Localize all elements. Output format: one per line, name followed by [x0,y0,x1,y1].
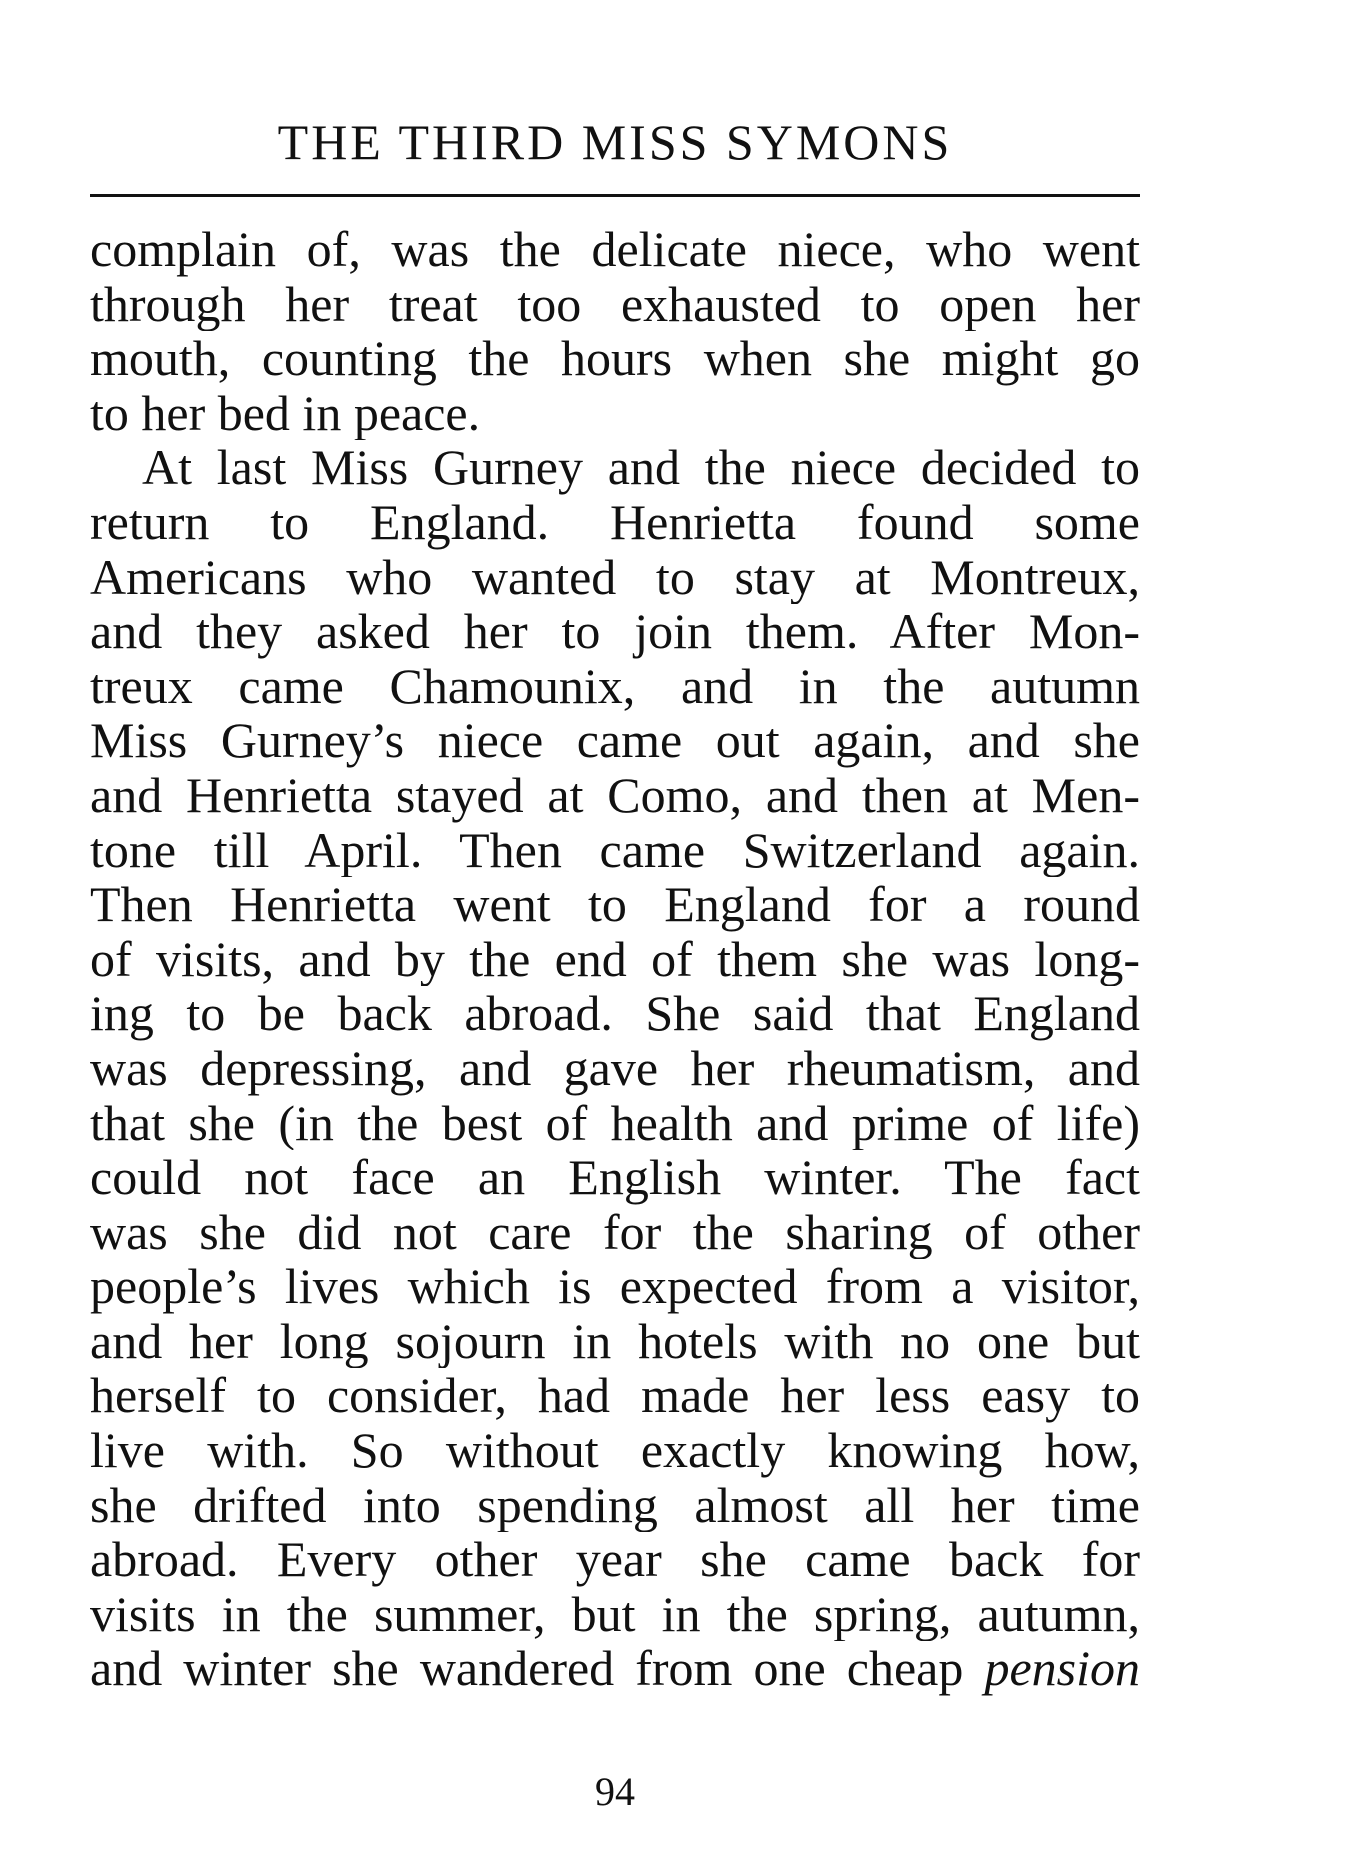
text-line: through her treat too exhausted to open her [90,276,1140,332]
text-line: people’s lives which is expected from a visitor, [90,1259,1140,1314]
text-line: could not face an English winter. The fact [90,1150,1140,1205]
text-line: Miss Gurney’s niece came out again, and she [90,713,1140,768]
text-line: and her long sojourn in hotels with no one but [90,1313,1140,1369]
text-line: live with. So without exactly knowing how, [90,1423,1140,1478]
paragraph-first-line: At last Miss Gurney and the niece decided to [142,440,1140,495]
text-line: herself to consider, had made her less easy to [90,1368,1140,1424]
text-line: abroad. Every other year she came back for [90,1532,1140,1587]
text-line: was she did not care for the sharing of other [90,1204,1140,1260]
text-line: complain of, was the delicate niece, who went [90,222,1140,277]
text-line: return to England. Henrietta found some [90,494,1140,550]
text-line: Then Henrietta went to England for a round [90,877,1140,932]
italic-word-pension: pension [984,1641,1140,1697]
text-line: that she (in the best of health and prime of life) [90,1095,1140,1151]
text-line: was depressing, and gave her rheumatism, and [90,1040,1140,1096]
text-line: and they asked her to join them. After Mon- [90,604,1140,659]
text-line: and Henrietta stayed at Como, and then at Men- [90,767,1140,823]
text-line: she drifted into spending almost all her time [90,1477,1140,1533]
text-line: ing to be back abroad. She said that England [90,986,1140,1041]
page-body-text [90,222,1140,1696]
last-line-text: and winter she wandered from one cheap [90,1641,964,1697]
header-rule [90,194,1140,197]
text-line: treux came Chamounix, and in the autumn [90,658,1140,714]
text-line: Americans who wanted to stay at Montreux, [90,549,1140,605]
text-line: of visits, and by the end of them she was long- [90,931,1140,987]
text-line: visits in the summer, but in the spring, autumn, [90,1586,1140,1642]
text-line: tone till April. Then came Switzerland again. [90,822,1140,878]
running-head-title: THE THIRD MISS SYMONS [277,114,953,170]
page-number: 94 [595,1769,635,1814]
text-line: mouth, counting the hours when she might go [90,331,1140,386]
text-line-last [90,1641,1140,1696]
text-line: to her bed in peace. [90,385,481,441]
